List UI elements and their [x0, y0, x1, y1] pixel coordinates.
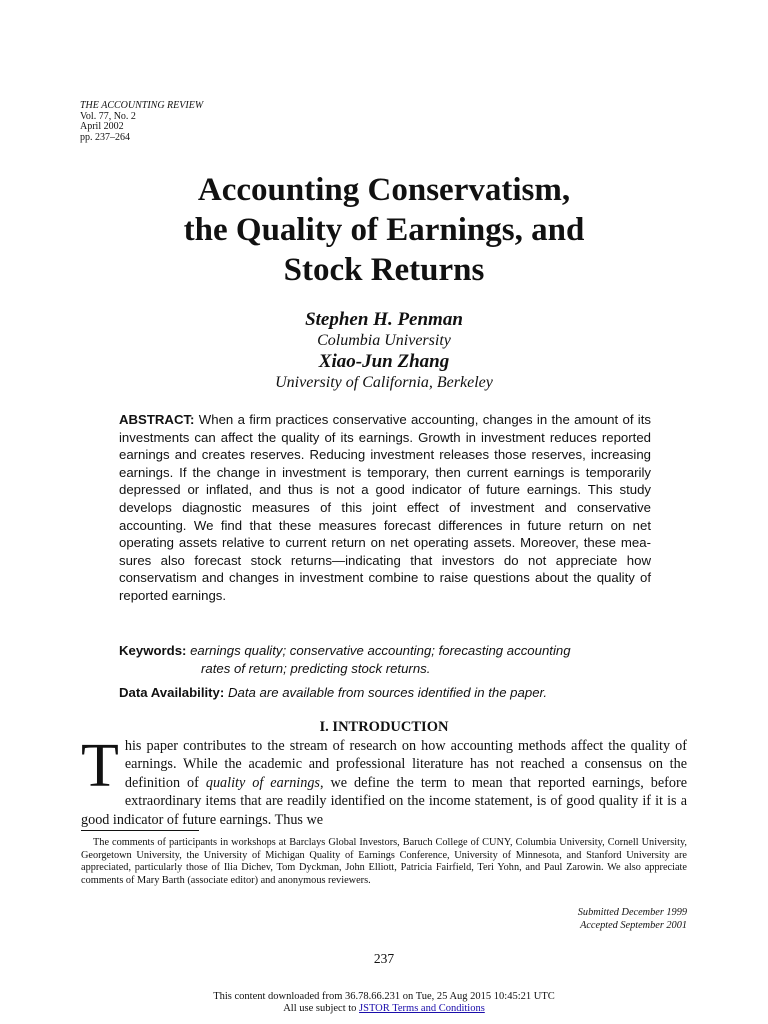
author-affiliation-2: University of California, Berkeley [275, 374, 493, 391]
keywords [119, 642, 651, 678]
data-availability [119, 684, 679, 702]
footnote-text: The comments of participants in workshops at Barclays Global Investors, Baruch College of CUNY, Columbia University, Cornell University, Georgetown University, the University of Michigan Quality of Earnings Conference, University of Minnesota, and Stanford University are appreciated, particularly those of Ilia Dichev, Tom Dyckman, John Elliott, Patricia Fairfield, Teri Yohn, and Paul Zarowin. We also appreciate comments of Mary Barth (associate editor) and anonymous reviewers. [81, 837, 687, 887]
submission-dates [578, 907, 687, 932]
title-line-2: the Quality of Earnings, and [183, 212, 585, 248]
journal-info [80, 101, 203, 143]
introduction-paragraph [81, 732, 687, 829]
journal-pages: pp. 237–264 [80, 131, 130, 143]
keywords-text-line-2: rates of return; predicting stock returns. [201, 661, 431, 676]
accepted-date: Accepted September 2001 [580, 919, 687, 931]
abstract-text: When a firm practices conservative accounting, changes in the amount of its investments can affect the quality of its earnings. Growth in investment reduces reported earnings and creates reserves. Reducing investment releases those reserves, increasing earnings. If the change in investment is temporary, then current earnings is temporarily depressed or inflated, and thus is not a good indicator of future earnings. This study develops diagnostic measures of this joint effect of investment and conservative accounting. We find that these measures forecast differences in future return on net operating assets relative to current return on net operating assets. Moreover, these measures also forecast stock returns—indicating that investors do not appreciate how conservatism and changes in investment combine to raise questions about the quality of reported earnings. [119, 412, 651, 603]
intro-emphasis: quality of earnings [205, 774, 320, 791]
author-name-1: Stephen H. Penman [305, 309, 463, 330]
download-notice [60, 991, 708, 1015]
download-info: This content downloaded from 36.78.66.231 on Tue, 25 Aug 2015 10:45:21 UTC [213, 991, 555, 1002]
data-availability-text: Data are available from sources identified in the paper. [227, 685, 548, 700]
author-list [60, 309, 708, 393]
section-heading: I. INTRODUCTION [319, 719, 449, 735]
abstract [119, 411, 651, 605]
jstor-terms-link[interactable]: JSTOR Terms and Conditions [359, 1003, 485, 1014]
footnote-divider [81, 830, 199, 831]
submitted-date: Submitted December 1999 [577, 907, 687, 918]
intro-text-end: , we define the term to mean that reported earnings, before extraordinary items that are readily identified on the income statement, is of good quality if it is a good indicator of future earnings. Thus we [81, 774, 687, 828]
title-line-3: Stock Returns [283, 252, 485, 288]
paper-title [60, 170, 708, 290]
journal-name: THE ACCOUNTING REVIEW [80, 100, 204, 111]
terms-line [60, 1003, 708, 1015]
drop-cap: T [81, 732, 119, 800]
intro-text-start: his paper contributes to the stream of research on how accounting methods affect the quality of earnings. While the academic and professional literature has not reached a consensus on the definition of [124, 738, 687, 791]
acknowledgement-footnote [81, 837, 687, 888]
author-name-2: Xiao-Jun Zhang [318, 351, 450, 372]
journal-volume: Vol. 77, No. 2 [80, 110, 136, 122]
keywords-text-line-1: earnings quality; conservative accounting; forecasting accounting [190, 643, 571, 658]
terms-prefix: All use subject to [283, 1003, 360, 1014]
page-number: 237 [373, 951, 395, 966]
author-affiliation-1: Columbia University [317, 332, 451, 349]
keywords-label: Keywords: [119, 643, 187, 658]
abstract-label: ABSTRACT: [119, 412, 195, 427]
title-line-1: Accounting Conservatism, [197, 172, 571, 208]
data-availability-label: Data Availability: [119, 685, 225, 700]
journal-date: April 2002 [80, 121, 124, 132]
